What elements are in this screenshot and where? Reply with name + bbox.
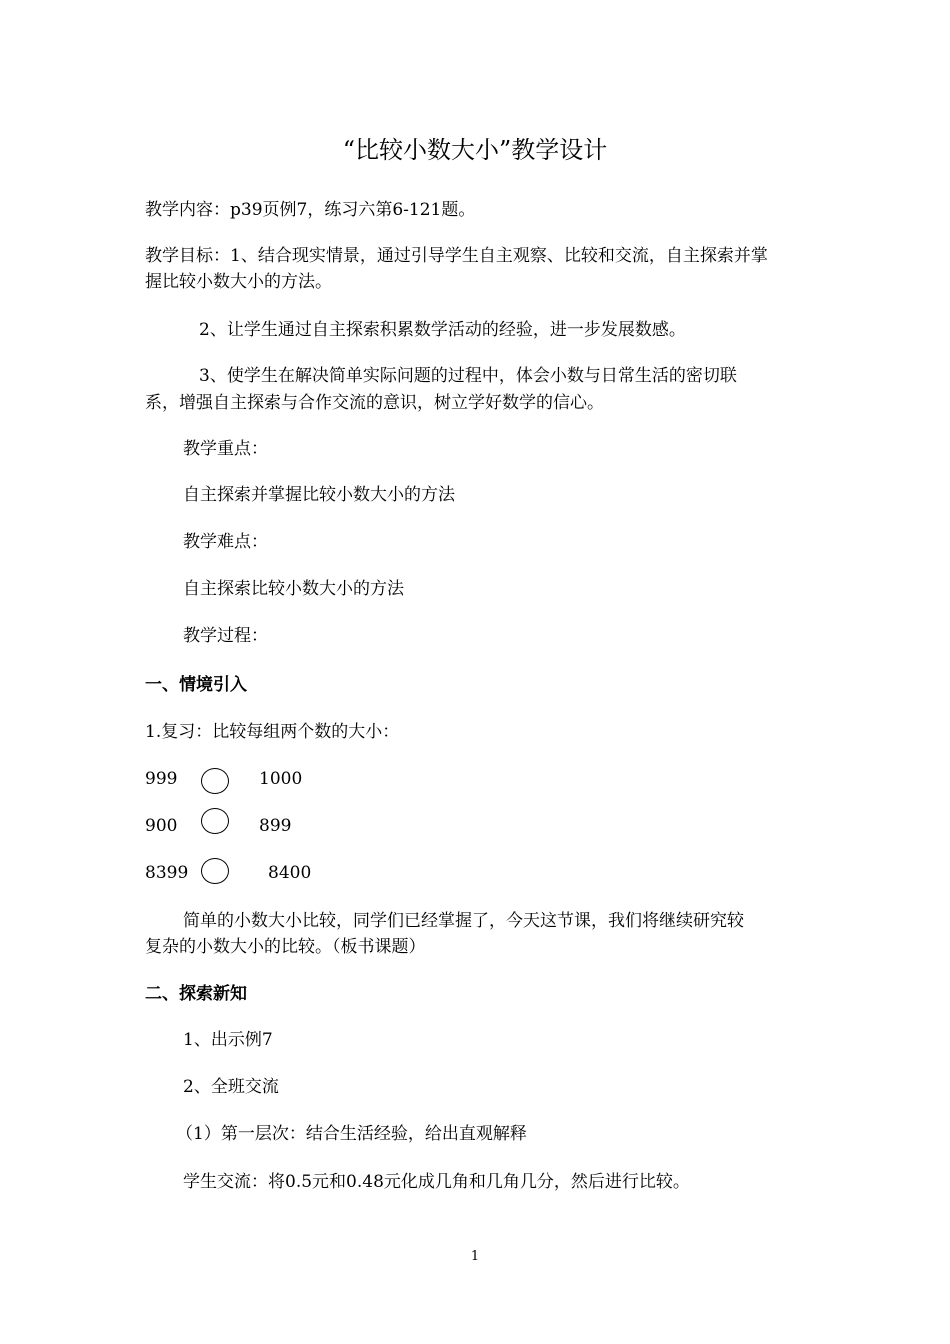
section-heading-2: 二、探索新知 [145,984,247,1004]
step-1: 1、出示例7 [183,1030,273,1050]
goal-3-line-b: 系，增强自主探索与合作交流的意识，树立学好数学的信心。 [145,393,604,413]
difficulty-text: 自主探索比较小数大小的方法 [183,579,404,599]
compare-left-2: 900 [145,816,178,836]
intro-line-a: 简单的小数大小比较，同学们已经掌握了，今天这节课，我们将继续研究较 [183,911,744,931]
compare-left-3: 8399 [145,863,189,883]
compare-circle-2 [201,808,229,834]
goal-3-line-a: 3、使学生在解决简单实际问题的过程中，体会小数与日常生活的密切联 [199,366,737,386]
compare-circle-3 [201,858,229,884]
content-line: 教学内容：p39页例7，练习六第6-121题。 [145,200,476,220]
step-2: 2、全班交流 [183,1077,279,1097]
page-title: “比较小数大小”教学设计 [342,136,608,164]
goal-1-line-b: 握比较小数大小的方法。 [145,272,332,292]
compare-right-1: 1000 [259,769,303,789]
compare-circle-1 [201,768,229,794]
key-point-text: 自主探索并掌握比较小数大小的方法 [183,485,455,505]
page-number: 1 [470,1249,480,1264]
compare-right-3: 8400 [268,863,312,883]
compare-right-2: 899 [259,816,292,836]
compare-left-1: 999 [145,769,178,789]
level-1: （1）第一层次：结合生活经验，给出直观解释 [176,1124,527,1144]
process-label: 教学过程： [183,626,268,646]
key-point-label: 教学重点： [183,439,268,459]
goal-1-line-a: 教学目标：1、结合现实情景，通过引导学生自主观察、比较和交流，自主探索并掌 [145,246,768,266]
student-exchange: 学生交流：将0.5元和0.48元化成几角和几角几分，然后进行比较。 [183,1172,690,1192]
goal-2: 2、让学生通过自主探索积累数学活动的经验，进一步发展数感。 [199,320,686,340]
review-line: 1.复习：比较每组两个数的大小： [145,722,400,742]
difficulty-label: 教学难点： [183,532,268,552]
intro-line-b: 复杂的小数大小的比较。（板书课题） [145,937,426,957]
section-heading-1: 一、情境引入 [145,675,247,695]
